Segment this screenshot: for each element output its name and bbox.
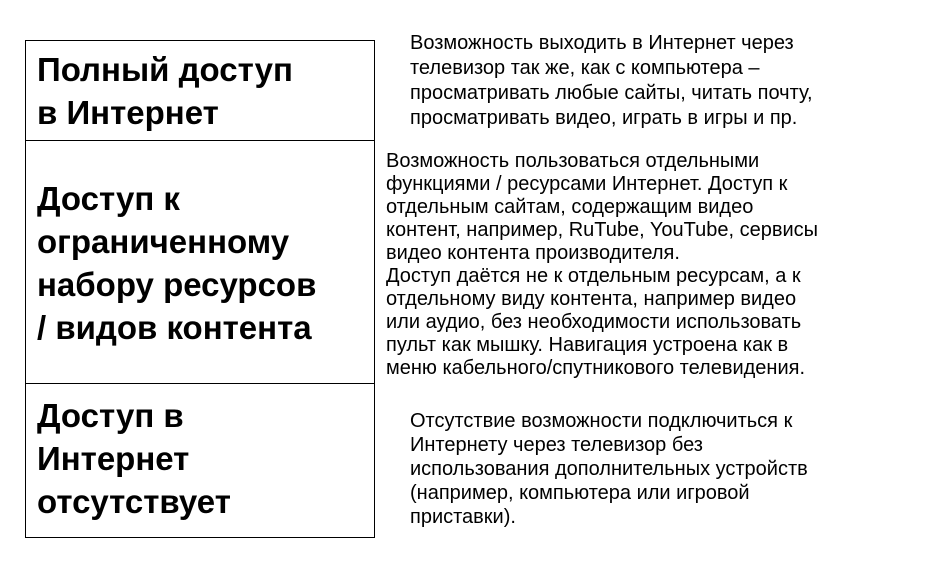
access-level-description: Возможность пользоваться отдельными функциями / ресурсами Интернет. Доступ к отдельным сайтам, содержащим видео контент, например, RuTube, YouTube, сервисы видео контента производителя. Доступ даётся не к отдельным ресурсам, а к отдельному виду контента, например видео или аудио, без необходимости использовать пульт как мышку. Навигация устроена как в меню кабельного/спутникового телевидения. bbox=[386, 150, 818, 379]
access-level-description: Отсутствие возможности подключиться к Интернету через телевизор без использования дополнительных устройств (например, компьютера или игровой приставки). bbox=[410, 410, 808, 528]
access-level-description: Возможность выходить в Интернет через телевизор так же, как с компьютера – просматривать любые сайты, читать почту, просматривать видео, играть в игры и пр. bbox=[410, 32, 813, 129]
access-level-box-none bbox=[25, 383, 375, 538]
access-level-box-full bbox=[25, 40, 375, 141]
access-level-label: Доступ в Интернет отсутствует bbox=[37, 397, 231, 520]
access-level-box-limited bbox=[25, 140, 375, 384]
access-level-label: Полный доступ в Интернет bbox=[37, 51, 293, 131]
access-level-label: Доступ к ограниченному набору ресурсов / видов контента bbox=[37, 180, 317, 346]
